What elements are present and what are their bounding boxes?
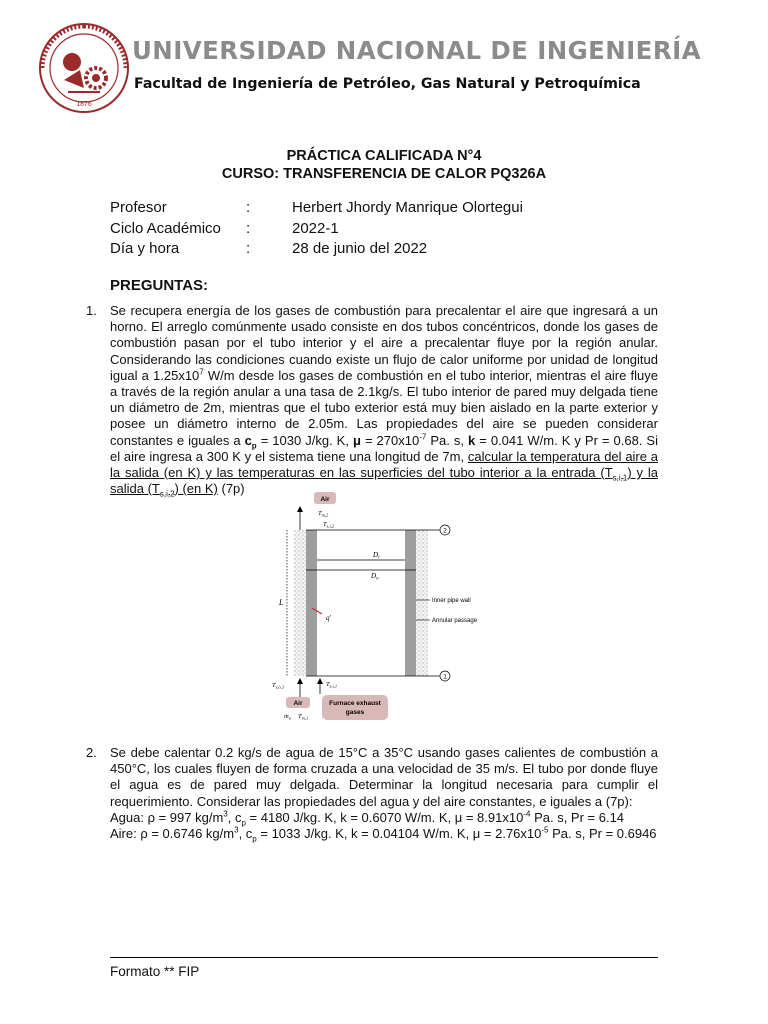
svg-text:Ts,i,1: $T_{s,i,1}$ [326,681,338,689]
info-value: 28 de junio del 2022 [292,240,428,257]
question-2-statement: Se debe calentar 0.2 kg/s de agua de 15°C a 35°C usando gases calientes de combustión a 450°C, los cuales fluyen de forma cruzada a una velocidad de 35 m/s. El tubo por donde fluye el agua es de pared muy delgada. Determinar la longitud necesaria para cumplir el requerimiento. Considerar las propiedades del agua y del aire constantes, e iguales a (7p): [110,745,658,809]
course-title: CURSO: TRANSFERENCIA DE CALOR PQ326A [221,166,547,182]
info-value: Herbert Jhordy Manrique Olortegui [292,199,523,216]
info-colon: : [246,219,251,237]
faculty-name: Facultad de Ingeniería de Petróleo, Gas Natural y Petroquímica [134,76,641,92]
svg-text:Ts,i,2: $T_{s,i,2}$ [323,521,335,529]
info-colon: : [246,199,251,216]
info-table [110,198,630,260]
svg-text:Air: Air [293,700,303,707]
svg-text:Di: $D_i$ [373,551,380,561]
questions-heading: PREGUNTAS: [110,277,209,294]
svg-text:1: 1 [443,673,447,681]
university-name: UNIVERSIDAD NACIONAL DE INGENIERÍA [132,36,701,65]
info-label: Ciclo Académico [110,219,221,237]
info-row-ciclo [110,219,630,240]
heat-flux-label: q' [326,614,331,622]
furnace-gas-box [322,695,388,720]
svg-text:ṁa: ṁ$_a$ [284,713,291,721]
university-seal-logo [38,22,130,114]
insulation-right [416,530,428,676]
svg-text:Do: $D_o$ [371,572,379,582]
air-properties: Aire: ρ = 0.6746 $kg/m^3$, $c_p = 1033$ J/kg. K, k = 0.04104 W/m. K, $\mu = 2.76x10^{-5}$ Pa. s, Pr = 0.6946 [110,825,657,844]
info-colon: : [246,240,251,257]
info-row-profesor [110,198,630,219]
question-1-task: calcular la temperatura del aire a la salida (en K) y las temperaturas en las superficies del tubo interior a la entrada $(T_{s,i,1})$ y la salida $(T_{s,i,2})$ (en K) [110,448,659,499]
svg-text:Furnace exhaust: Furnace exhaust [329,700,381,707]
footer-divider [110,957,658,958]
question-number: 2. [86,745,97,760]
svg-text:Annular passage: Annular passage [432,618,478,624]
info-label: Profesor [110,199,167,216]
svg-text:Tm,2: $T_{m,2}$ [318,510,329,518]
info-row-fecha [110,239,630,260]
svg-text:Inner pipe wall: Inner pipe wall [432,598,471,604]
info-value: 2022-1 [292,219,339,237]
svg-text:gases: gases [345,709,365,716]
pipe-wall-right [405,530,416,676]
pipe-wall-left [306,530,317,676]
svg-text:Air: Air [320,496,330,503]
svg-text:2: 2 [443,527,447,535]
svg-text:Ts,o,1: $T_{s,o,1}$ [272,682,285,690]
question-1-text: Se recupera energía de los gases de combustión para precalentar el aire que ingresará a un horno. El arreglo comúnmente usado consiste en dos tubos concéntricos, donde los gases de combustión pasan por el tubo interior y el aire a precalentar fluye por la región anular. Considerando las condiciones cuando existe un flujo de calor uniforme por unidad de longitud igual a $1.25x10^7$ W/m desde los gases de combustión en el tubo interior, mientras el aire fluye a través de la región anular a una tasa de 2.1kg/s. El tubo interior de pared muy delgada tiene un diámetro de 2m, mientras que el tubo exterior está muy bien aislado en la parte exterior y posee un diámetro interno de 2.05m. Las propiedades del aire se pueden considerar constantes e iguales a $c_p = 1030$ J/kg. K, $\mu = 270x10^{-7}$ Pa. s, k = 0.041 W/m. K y Pr = 0.68. Si el aire ingresa a 300 K y el sistema tiene una longitud de 7m, calcular la temperatura del aire a la salida (en K) y las temperaturas en las superficies del tubo interior a la entrada $(T_{s,i,1})$ y la salida $(T_{s,i,2})$ (en K) (7p) [110,303,659,499]
info-label: Día y hora [110,240,180,257]
question-2-text [110,745,658,842]
seal-year: 1876 [76,101,92,108]
exam-title: PRÁCTICA CALIFICADA N°4 [286,148,482,164]
footer-text: Formato ** FIP [110,964,200,979]
insulation-left [294,530,306,676]
water-properties: Agua: ρ = 997 $kg/m^3$, $c_p = 4180$ J/kg. K, k = 0.6070 W/m. K, $\mu = 8.91x10^{-4}$ Pa. s, Pr = 6.14 [110,809,625,828]
svg-text:Tm,1: $T_{m,1}$ [298,713,309,721]
length-label: L [279,598,284,607]
question-number: 1. [86,303,97,318]
concentric-tube-diagram [270,490,478,722]
